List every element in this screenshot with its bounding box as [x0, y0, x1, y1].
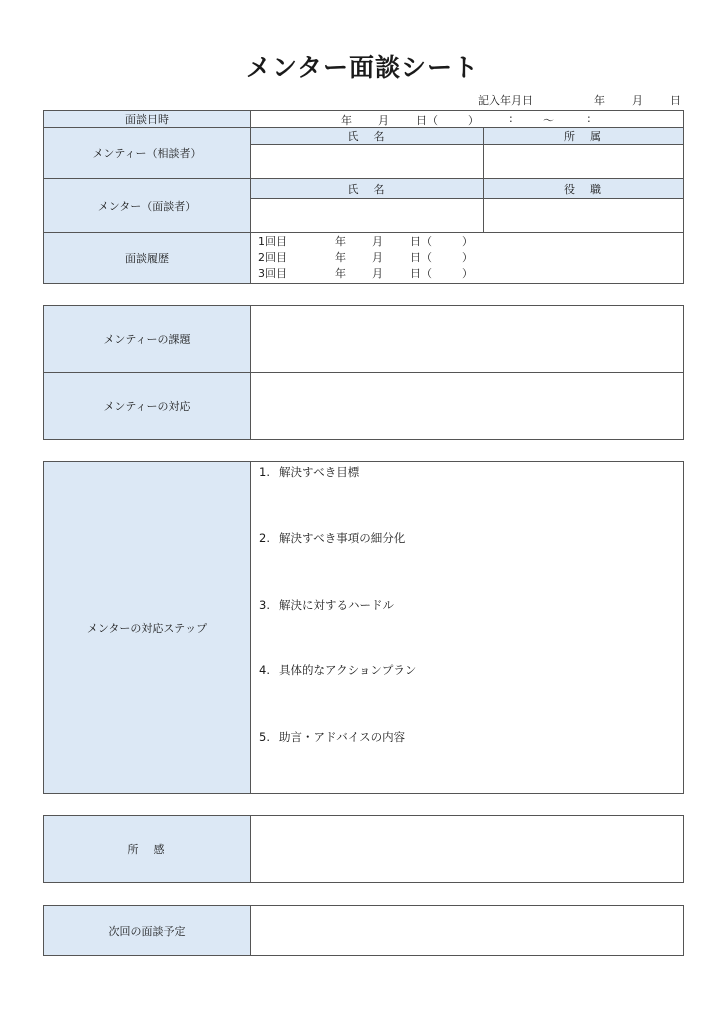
issues-table — [43, 305, 684, 440]
next-meeting-label: 次回の面談予定 — [44, 906, 251, 956]
history-year: 年 — [335, 251, 346, 264]
mentor-steps-field[interactable] — [251, 462, 684, 794]
impression-label: 所 感 — [44, 816, 251, 883]
entry-date-day: 日 — [670, 94, 681, 107]
mentee-belong-header: 所 属 — [484, 128, 684, 145]
mentee-task-field[interactable] — [251, 306, 684, 373]
step-number: 3. — [259, 598, 270, 612]
history-field[interactable] — [251, 233, 684, 284]
mentor-role-field[interactable] — [484, 199, 684, 233]
step-number: 4. — [259, 663, 270, 677]
datetime-label: 面談日時 — [44, 111, 251, 128]
history-row — [258, 234, 683, 250]
step-item — [259, 464, 359, 480]
datetime-colon-end: : — [587, 112, 591, 125]
mentee-belong-field[interactable] — [484, 145, 684, 179]
mentor-label: メンター（面談者） — [44, 179, 251, 233]
step-text: 解決すべき目標 — [279, 465, 360, 479]
impression-table — [43, 815, 684, 883]
history-month: 月 — [372, 235, 383, 248]
history-day: 日（ — [410, 251, 432, 264]
history-close: ） — [462, 251, 473, 264]
mentee-response-field[interactable] — [251, 373, 684, 440]
datetime-close: ） — [468, 114, 479, 127]
step-text: 解決すべき事項の細分化 — [279, 531, 406, 545]
entry-date-month: 月 — [632, 94, 643, 107]
impression-field[interactable] — [251, 816, 684, 883]
mentee-task-label: メンティーの課題 — [44, 306, 251, 373]
step-item — [259, 530, 405, 546]
history-row — [258, 250, 683, 266]
mentor-name-header: 氏 名 — [251, 179, 484, 199]
datetime-year: 年 — [341, 114, 352, 127]
history-label: 面談履歴 — [44, 233, 251, 284]
mentor-steps-label: メンターの対応ステップ — [44, 462, 251, 794]
step-text: 解決に対するハードル — [279, 598, 394, 612]
step-item — [259, 729, 405, 745]
history-close: ） — [462, 235, 473, 248]
next-meeting-table — [43, 905, 684, 956]
history-close: ） — [462, 267, 473, 280]
datetime-month: 月 — [378, 114, 389, 127]
mentee-name-header: 氏 名 — [251, 128, 484, 145]
mentor-name-field[interactable] — [251, 199, 484, 233]
datetime-day: 日（ — [416, 114, 438, 127]
next-meeting-field[interactable] — [251, 906, 684, 956]
mentee-name-field[interactable] — [251, 145, 484, 179]
history-month: 月 — [372, 251, 383, 264]
mentee-response-label: メンティーの対応 — [44, 373, 251, 440]
step-text: 具体的なアクションプラン — [279, 663, 417, 677]
step-item — [259, 662, 416, 678]
datetime-field[interactable] — [251, 111, 684, 128]
history-year: 年 — [335, 235, 346, 248]
datetime-colon-start: : — [509, 112, 513, 125]
history-month: 月 — [372, 267, 383, 280]
history-num: 1回目 — [258, 235, 287, 248]
history-num: 3回目 — [258, 267, 287, 280]
step-number: 1. — [259, 465, 270, 479]
entry-date-year: 年 — [594, 94, 605, 107]
mentor-steps-table — [43, 461, 684, 794]
datetime-tilde: 〜 — [543, 114, 554, 127]
history-day: 日（ — [410, 235, 432, 248]
entry-date-label: 記入年月日 — [478, 94, 533, 107]
step-text: 助言・アドバイスの内容 — [279, 730, 406, 744]
info-table — [43, 110, 684, 284]
history-day: 日（ — [410, 267, 432, 280]
entry-date — [478, 92, 684, 108]
history-year: 年 — [335, 267, 346, 280]
history-row — [258, 266, 683, 282]
step-number: 2. — [259, 531, 270, 545]
step-number: 5. — [259, 730, 270, 744]
mentor-role-header: 役 職 — [484, 179, 684, 199]
mentee-label: メンティー（相談者） — [44, 128, 251, 179]
page-title: メンター面談シート — [245, 53, 479, 82]
history-num: 2回目 — [258, 251, 287, 264]
step-item — [259, 597, 394, 613]
